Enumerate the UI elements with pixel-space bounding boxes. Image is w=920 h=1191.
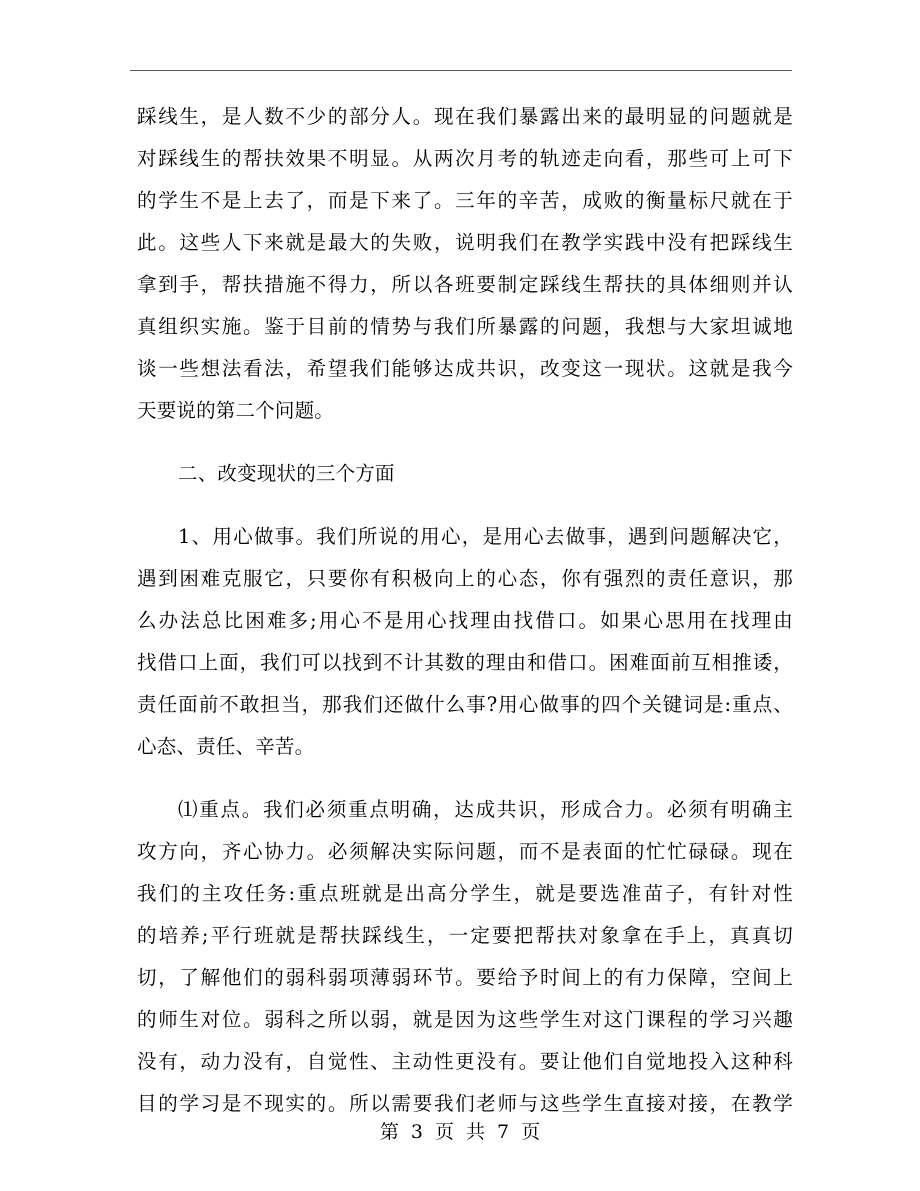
paragraph-gap bbox=[137, 495, 793, 516]
text-line: 责任面前不敢担当，那我们还做什么事?用心做事的四个关键词是:重点、 bbox=[137, 693, 793, 716]
text-line: 的学生不是上去了，而是下来了。三年的辛苦，成败的衡量标尺就在于 bbox=[137, 189, 793, 212]
paragraph-gap bbox=[137, 768, 793, 789]
section-heading bbox=[137, 453, 793, 495]
paragraph-3 bbox=[137, 789, 793, 1125]
text-line: 1、用心做事。我们所说的用心，是用心去做事，遇到问题解决它， bbox=[178, 525, 793, 548]
text-line: 攻方向，齐心协力。必须解决实际问题，而不是表面的忙忙碌碌。现在 bbox=[137, 840, 793, 863]
text-line: 没有，动力没有，自觉性、主动性更没有。要让他们自觉地投入这种科 bbox=[137, 1050, 793, 1073]
paragraph-2 bbox=[137, 516, 793, 768]
text-line: 遇到困难克服它，只要你有积极向上的心态，你有强烈的责任意识，那 bbox=[137, 567, 793, 590]
paragraph-gap bbox=[137, 432, 793, 453]
text-line: 的师生对位。弱科之所以弱，就是因为这些学生对这门课程的学习兴趣 bbox=[137, 1008, 793, 1031]
text-line: 找借口上面，我们可以找到不计其数的理由和借口。困难面前互相推诿， bbox=[137, 651, 793, 674]
document-body bbox=[137, 96, 793, 1125]
header-rule bbox=[130, 70, 792, 71]
text-line: 的培养;平行班就是帮扶踩线生，一定要把帮扶对象拿在手上，真真切 bbox=[137, 924, 793, 947]
text-line: 么办法总比困难多;用心不是用心找理由找借口。如果心思用在找理由 bbox=[137, 609, 793, 632]
text-line: 谈一些想法看法，希望我们能够达成共识，改变这一现状。这就是我今 bbox=[137, 357, 793, 380]
text-line: ⑴重点。我们必须重点明确，达成共识，形成合力。必须有明确主 bbox=[178, 798, 793, 821]
text-line: 此。这些人下来就是最大的失败，说明我们在教学实践中没有把踩线生 bbox=[137, 231, 793, 254]
text-line: 我们的主攻任务:重点班就是出高分学生，就是要选准苗子，有针对性 bbox=[137, 882, 793, 905]
page-number-label: 第 3 页 共 7 页 bbox=[379, 1121, 541, 1143]
text-line: 目的学习是不现实的。所以需要我们老师与这些学生直接对接，在教学 bbox=[137, 1092, 793, 1115]
text-line: 心态、责任、辛苦。 bbox=[137, 735, 315, 758]
text-line: 拿到手，帮扶措施不得力，所以各班要制定踩线生帮扶的具体细则并认 bbox=[137, 273, 793, 296]
section-heading-text: 二、改变现状的三个方面 bbox=[178, 462, 395, 485]
text-line: 天要说的第二个问题。 bbox=[137, 399, 335, 422]
text-line: 切，了解他们的弱科弱项薄弱环节。要给予时间上的有力保障，空间上 bbox=[137, 966, 793, 989]
paragraph-1 bbox=[137, 96, 793, 432]
text-line: 踩线生，是人数不少的部分人。现在我们暴露出来的最明显的问题就是 bbox=[137, 105, 793, 128]
text-line: 对踩线生的帮扶效果不明显。从两次月考的轨迹走向看，那些可上可下 bbox=[137, 147, 793, 170]
page-footer bbox=[0, 1118, 920, 1146]
text-line: 真组织实施。鉴于目前的情势与我们所暴露的问题，我想与大家坦诚地 bbox=[137, 315, 793, 338]
